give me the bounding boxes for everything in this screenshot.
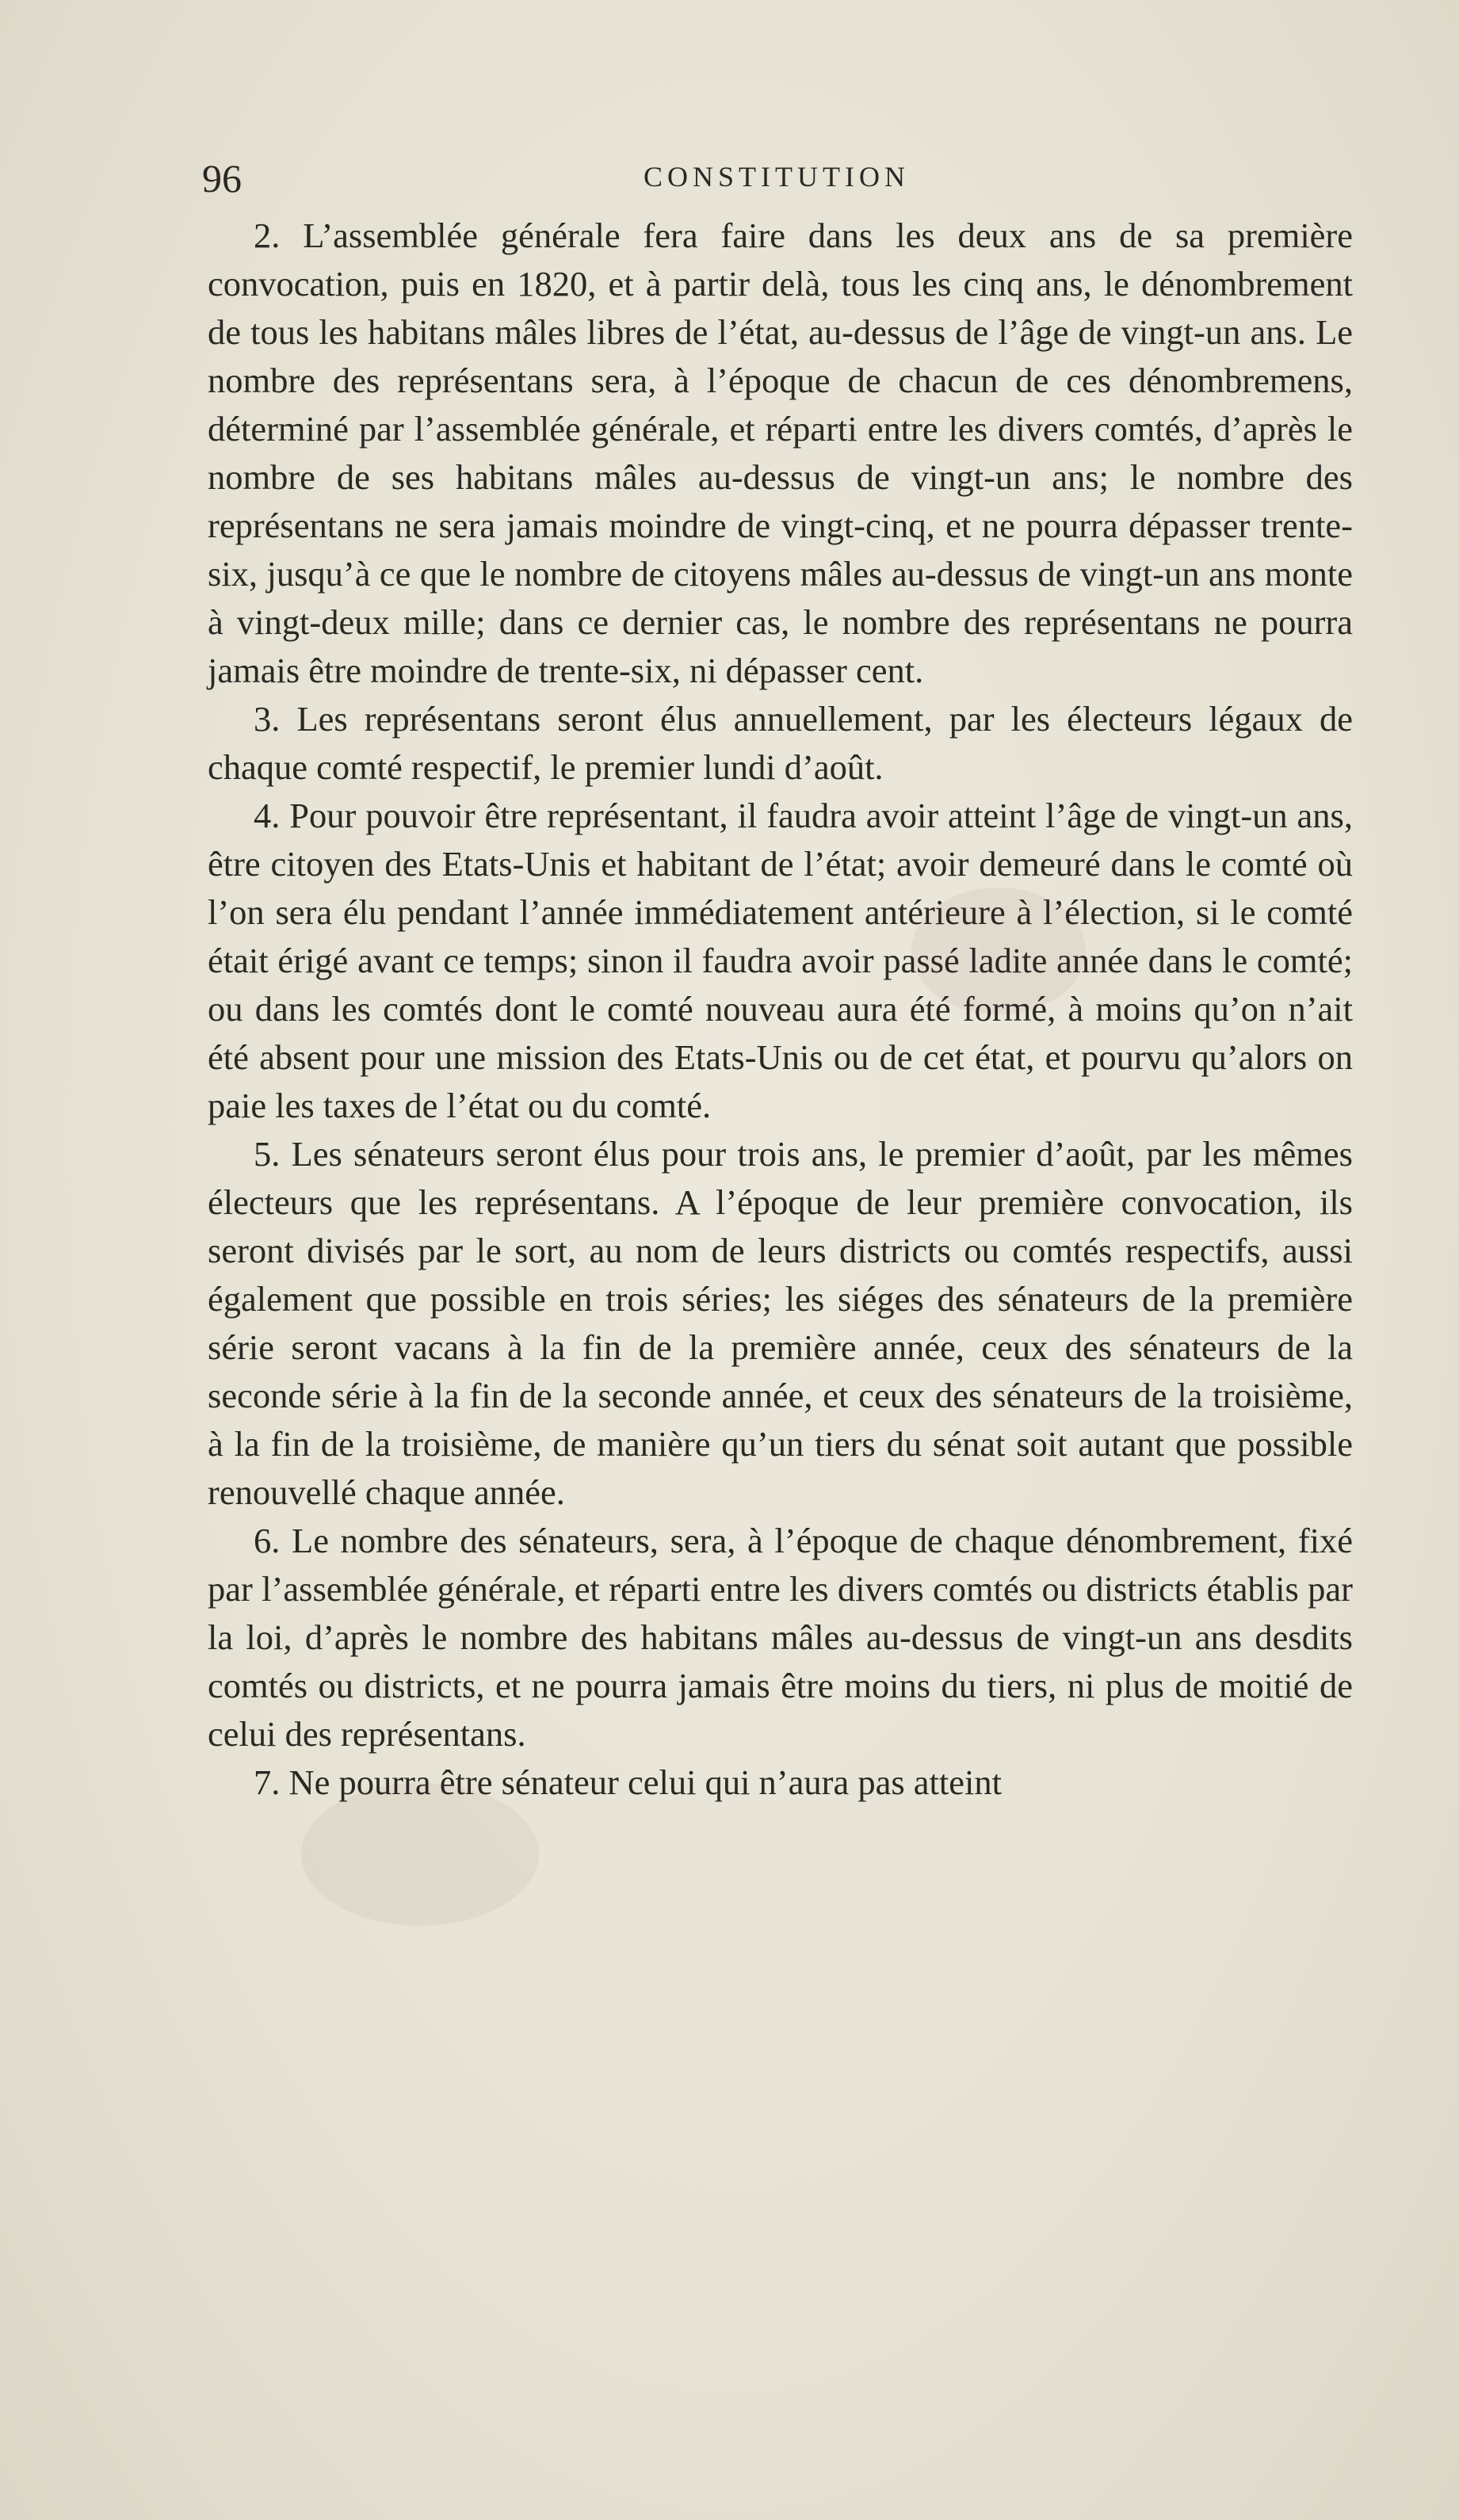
body-text [208, 212, 1353, 1807]
running-title: CONSTITUTION [644, 161, 910, 193]
article-4-paragraph: 4. Pour pouvoir être représentant, il faudra avoir atteint l’âge de vingt-un ans, être citoyen des Etats-Unis et habitant de l’état; avoir demeuré dans le comté où l’on sera élu pendant l’année immédiatement antérieure à l’élection, si le comté était érigé avant ce temps; sinon il faudra avoir passé ladite année dans le comté; ou dans les comtés dont le comté nouveau aura été formé, à moins qu’on n’ait été absent pour une mission des Etats-Unis ou de cet état, et pourvu qu’alors on paie les taxes de l’état ou du comté. [208, 796, 1353, 1125]
article-5-paragraph: 5. Les sénateurs seront élus pour trois ans, le premier d’août, par les mêmes électeurs que les représentans. A l’époque de leur première convocation, ils seront divisés par le sort, au nom de leurs districts ou comtés respectifs, aussi également que possible en trois séries; les siéges des sénateurs de la première série seront vacans à la fin de la première année, ceux des sénateurs de la seconde série à la fin de la seconde année, et ceux des sénateurs de la troisième, à la fin de la troisième, de manière qu’un tiers du sénat soit autant que possible renouvellé chaque année. [208, 1134, 1353, 1512]
article-7-paragraph: 7. Ne pourra être sénateur celui qui n’aura pas atteint [254, 1762, 1002, 1802]
article-6-paragraph: 6. Le nombre des sénateurs, sera, à l’époque de chaque dénombrement, fixé par l’assemblée générale, et réparti entre les divers comtés ou districts établis par la loi, d’après le nombre des habitans mâles au-dessus de vingt-un ans desdits comtés ou districts, et ne pourra jamais être moins du tiers, ni plus de moitié de celui des représentans. [208, 1521, 1353, 1754]
article-2-paragraph: 2. L’assemblée générale fera faire dans les deux ans de sa première convocation, puis en 1820, et à partir delà, tous les cinq ans, le dénombrement de tous les habitans mâles libres de l’état, au-dessus de l’âge de vingt-un ans. Le nombre des représentans sera, à l’époque de chacun de ces dénombremens, déterminé par l’assemblée générale, et réparti entre les divers comtés, d’après le nombre de ses habitans mâles au-dessus de vingt-un ans; le nombre des représentans ne sera jamais moindre de vingt-cinq, et ne pourra dépasser trente-six, jusqu’à ce que le nombre de citoyens mâles au-dessus de vingt-un ans monte à vingt-deux mille; dans ce dernier cas, le nombre des représentans ne pourra jamais être moindre de trente-six, ni dépasser cent. [208, 216, 1353, 690]
page-number: 96 [202, 156, 242, 200]
page-header [202, 155, 1351, 203]
article-3-paragraph: 3. Les représentans seront élus annuellement, par les électeurs légaux de chaque comté respectif, le premier lundi d’août. [208, 699, 1353, 787]
